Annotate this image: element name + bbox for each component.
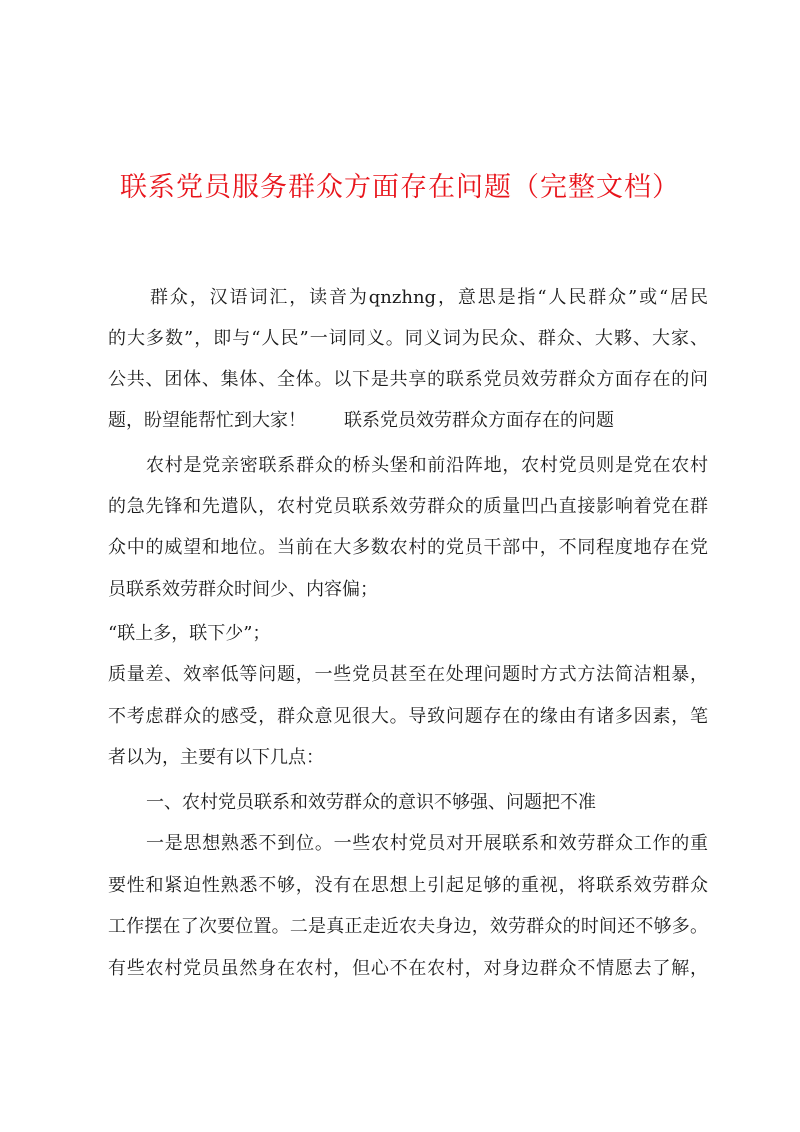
paragraph-line: 不考虑群众的感受，群众意见很大。导致问题存在的缘由有诸多因素，笔 — [108, 706, 708, 727]
paragraph-line: 农村是党亲密联系群众的桥头堡和前沿阵地，农村党员则是党在农村 — [146, 455, 708, 476]
section-heading: 联系党员效劳群众方面存在的问题 — [344, 410, 614, 431]
paragraph-line: 公共、团体、集体、全体。以下是共享的联系党员效劳群众方面存在的问 — [108, 369, 708, 390]
paragraph-line: 员联系效劳群众时间少、内容偏； — [108, 579, 378, 600]
paragraph-line: 题，盼望能帮忙到大家！ — [108, 410, 306, 431]
paragraph-line: 群众，汉语词汇，读音为qnzhng，意思是指“人民群众”或“居民 — [150, 287, 708, 308]
paragraph-line: “联上多，联下少”； — [108, 623, 271, 644]
paragraph-line: 者以为，主要有以下几点： — [108, 747, 324, 768]
section-heading: 一、农村党员联系和效劳群众的意识不够强、问题把不准 — [146, 792, 596, 813]
paragraph-line: 工作摆在了次要位置。二是真正走近农夫身边，效劳群众的时间还不够多。 — [108, 916, 708, 937]
paragraph-line: 的大多数”，即与“人民”一词同义。同义词为民众、群众、大夥、大家、 — [108, 328, 708, 349]
paragraph-line: 众中的威望和地位。当前在大多数农村的党员干部中，不同程度地存在党 — [108, 537, 708, 558]
paragraph-line: 一是思想熟悉不到位。一些农村党员对开展联系和效劳群众工作的重 — [146, 833, 708, 854]
paragraph-line-with-subheading — [108, 407, 708, 435]
paragraph-line: 有些农村党员虽然身在农村，但心不在农村，对身边群众不情愿去了解， — [108, 958, 708, 979]
document-title: 联系党员服务群众方面存在问题（完整文档） — [120, 172, 680, 203]
paragraph-line: 质量差、效率低等问题，一些党员甚至在处理问题时方式方法简洁粗暴， — [108, 664, 708, 685]
paragraph-line: 的急先锋和先遣队，农村党员联系效劳群众的质量凹凸直接影响着党在群 — [108, 496, 708, 517]
paragraph-line: 要性和紧迫性熟悉不够，没有在思想上引起足够的重视，将联系效劳群众 — [108, 875, 708, 896]
